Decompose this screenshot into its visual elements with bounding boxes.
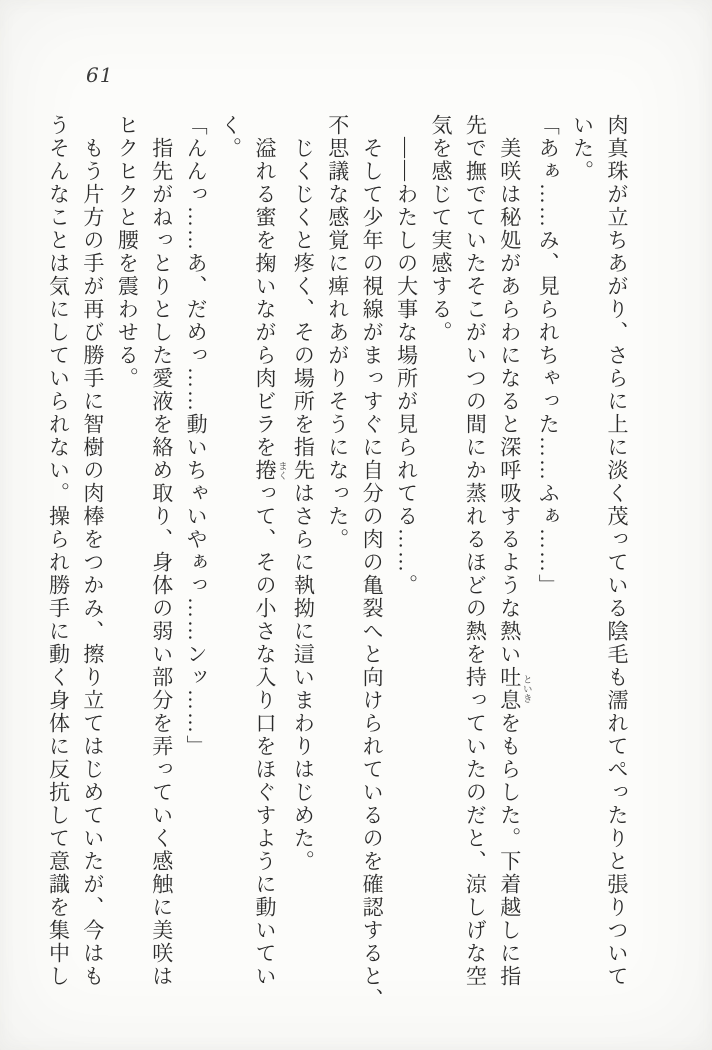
text-line: そして少年の視線がまっすぐに自分の肉の亀裂へと向けられているのを確認すると、 — [360, 137, 385, 1011]
text-line: 美咲は秘処があらわになると深呼吸するような熱い吐息 といきをもらした。下着越しに指 — [497, 137, 531, 988]
text-line: いた。 — [570, 114, 595, 183]
text-line: 気を感じて実感する。 — [428, 114, 453, 344]
text-line: 「んんっ……あ、だめっ……動いちゃいやぁっ……ンッ……」 — [184, 114, 209, 758]
text-line: 先で撫でていたそこがいつの間にか蒸れるほどの熱を持っていたのだと、涼しげな空 — [463, 114, 488, 988]
page-number: 61 — [86, 63, 114, 87]
text-line: 指先がねっとりとした愛液を絡め取り、身体の弱い部分を弄っていく感触に美咲は — [149, 137, 174, 988]
text-line: じくじくと疼く、その場所を指先はさらに執拗に這いまわりはじめた。 — [291, 137, 316, 873]
text-line: 「あぁ……み、見られちゃった……ふぁ……」 — [536, 114, 561, 597]
text-line: く。 — [218, 114, 243, 160]
text-line: 肉真珠が立ちあがり、さらに上に淡く茂っている陰毛も濡れてぺったりと張りついて — [605, 114, 629, 988]
text-line: 不思議な感覚に痺れあがりそうになった。 — [325, 114, 350, 551]
text-line: もう片方の手が再び勝手に智樹の肉棒をつかみ、擦り立てはじめていたが、今はも — [80, 137, 105, 988]
text-line: ――わたしの大事な場所が見られてる……。 — [394, 137, 419, 597]
furigana-ruby: 捲 まく — [252, 459, 286, 482]
text-line: ヒクヒクと腰を震わせる。 — [115, 114, 140, 390]
text-columns — [41, 114, 634, 1011]
furigana-ruby: 吐息 といき — [497, 666, 531, 712]
text-line: 溢れる蜜を掬いながら肉ビラを捲 まくって、その小さな入り口をほぐすように動いてい — [252, 137, 286, 988]
text-line: うそんなことは気にしていられない。操られ勝手に動く身体に反抗して意識を集中し — [46, 114, 71, 988]
